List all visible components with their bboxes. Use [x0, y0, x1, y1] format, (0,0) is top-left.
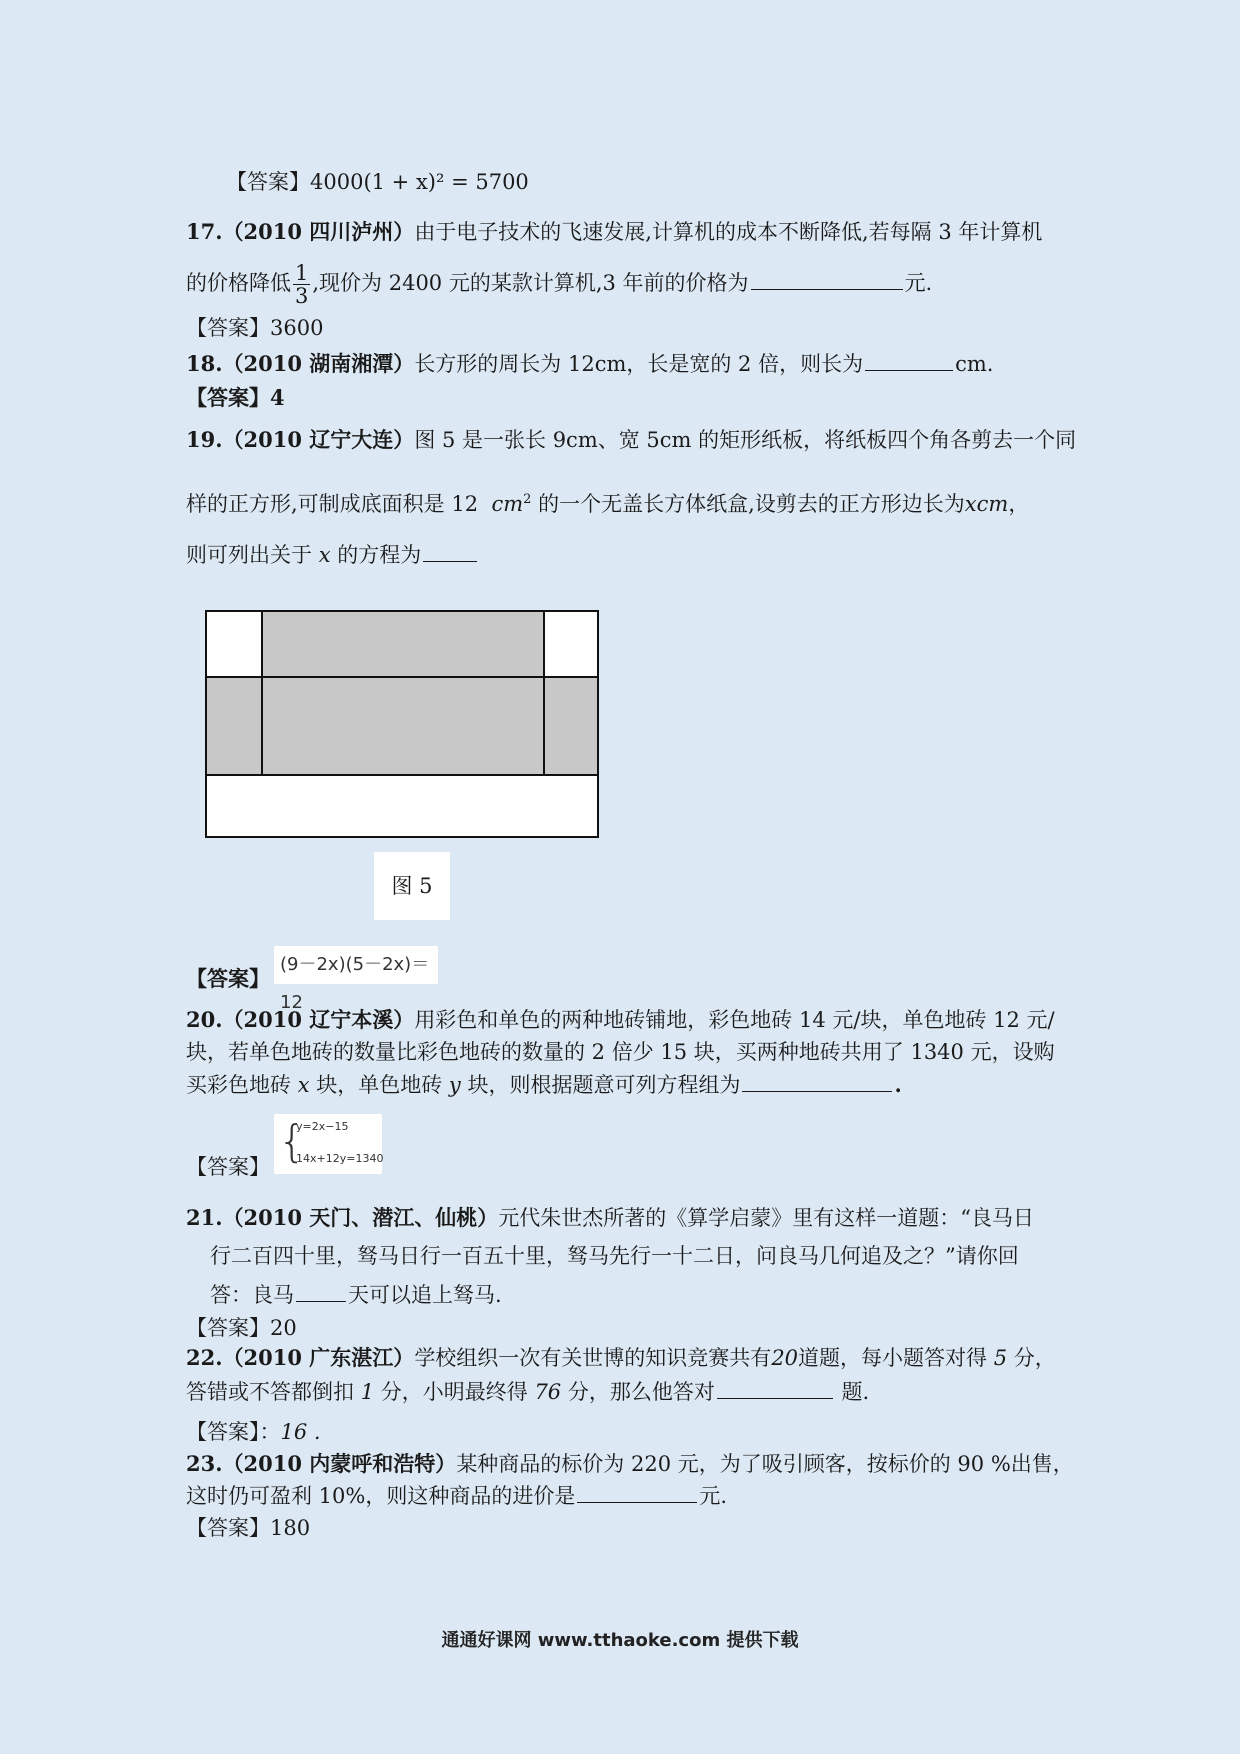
answer-value: 3600	[270, 316, 324, 340]
question-text: 的方程为	[337, 543, 422, 567]
question-text: 用彩色和单色的两种地砖铺地，彩色地砖 14 元/块，单色地砖 12 元/	[414, 1008, 1055, 1032]
question-text: cm.	[955, 352, 994, 376]
answer-label: 【答案】	[186, 1516, 270, 1540]
answer-label: 【答案】	[226, 170, 310, 194]
answer-value: 180	[270, 1516, 311, 1540]
question-20-line-3	[186, 1071, 902, 1099]
question-source: （2010 天门、潜江、仙桃）	[222, 1205, 499, 1230]
right-flap	[545, 678, 597, 774]
question-text: 元.	[904, 271, 933, 295]
question-number: 18.	[186, 351, 223, 376]
unit-cm: cm	[491, 492, 524, 516]
question-text: 的一个无盖长方体纸盒,设剪去的正方形边长为	[538, 492, 965, 516]
question-text: 元.	[699, 1484, 728, 1508]
question-text: 块，若单色地砖的数量比彩色地砖的数量的 2 倍少 15 块，买两种地砖共用了 1340 元，设购	[186, 1040, 1055, 1064]
answer-label: 【答案】	[186, 966, 270, 991]
question-22-line-1	[186, 1344, 1056, 1372]
question-text: 块，单色地砖	[316, 1073, 443, 1097]
variable-x: x	[318, 543, 331, 567]
figure-5-cardboard	[205, 610, 599, 838]
number-76: 76	[534, 1380, 562, 1404]
answer-value: 20	[270, 1316, 297, 1340]
question-source: （2010 四川泸州）	[222, 219, 415, 244]
question-text: 样的正方形,可制成底面积是 12	[186, 492, 479, 516]
figure-caption: 图 5	[374, 852, 450, 920]
question-text: 分，	[1013, 1346, 1056, 1370]
answer-19-equation-image: (9－2x)(5－2x)＝12	[274, 946, 438, 984]
unit-exponent: 2	[523, 492, 532, 507]
question-source: （2010 辽宁大连）	[222, 427, 415, 452]
question-source: （2010 广东湛江）	[222, 1345, 415, 1370]
question-20-line-1	[186, 1006, 1055, 1034]
answer-value: 4	[270, 385, 285, 410]
question-text: 图 5 是一张长 9cm、宽 5cm 的矩形纸板，将纸板四个角各剪去一个同	[414, 428, 1077, 452]
question-21-line-1	[186, 1204, 1034, 1232]
question-18	[186, 350, 993, 378]
question-number: 19.	[186, 427, 223, 452]
left-flap	[207, 678, 263, 774]
question-text: ,现价为 2400 元的某款计算机,3 年前的价格为	[312, 271, 749, 295]
question-text: 块，则根据题意可列方程组为	[467, 1073, 741, 1097]
brace-icon: {	[278, 1116, 306, 1167]
answer-16	[226, 168, 529, 196]
answer-label: 【答案】	[186, 1155, 270, 1179]
answer-22	[186, 1418, 321, 1446]
answer-blank	[423, 541, 477, 562]
answer-blank	[742, 1071, 892, 1092]
question-text: 长方形的周长为 12cm，长是宽的 2 倍，则长为	[414, 352, 864, 376]
question-text: ，	[1008, 492, 1030, 516]
question-text: 天可以追上驽马.	[348, 1283, 502, 1307]
question-19-line-1	[186, 426, 1076, 454]
question-20-line-2	[186, 1038, 1055, 1066]
question-text: 题.	[841, 1380, 870, 1404]
answer-17	[186, 314, 323, 342]
corner-square-top-left	[207, 612, 263, 678]
question-source: （2010 辽宁本溪）	[222, 1007, 415, 1032]
question-text: 答：良马	[210, 1283, 294, 1307]
variable-xcm: xcm	[964, 492, 1009, 516]
corner-square-top-right	[543, 612, 597, 678]
question-number: 17.	[186, 219, 223, 244]
variable-x: x	[297, 1073, 310, 1097]
answer-label: 【答案】	[186, 1316, 270, 1340]
number-5: 5	[993, 1346, 1008, 1370]
box-base	[263, 678, 545, 774]
answer-blank	[296, 1281, 346, 1302]
question-text: 则可列出关于	[186, 543, 312, 567]
question-19-line-3	[186, 541, 479, 569]
answer-23	[186, 1514, 310, 1542]
question-17-line-2	[186, 258, 932, 308]
question-text: 道题，每小题答对得	[798, 1346, 988, 1370]
page-footer: 通通好课网 www.tthaoke.com 提供下载	[441, 1630, 799, 1651]
answer-20-equation-image	[274, 1114, 382, 1174]
answer-20-label	[186, 1153, 270, 1181]
question-text: 学校组织一次有关世博的知识竞赛共有	[414, 1346, 772, 1370]
answer-equation-1: y=2x−15	[296, 1120, 349, 1133]
question-21-line-3	[210, 1281, 502, 1309]
question-number: 22.	[186, 1345, 223, 1370]
bottom-strip	[207, 774, 597, 836]
question-text: 由于电子技术的飞速发展,计算机的成本不断降低,若每隔 3 年计算机	[414, 220, 1043, 244]
question-text: 行二百四十里，驽马日行一百五十里，驽马先行一十二日，问良马几何追及之？”请你回	[210, 1244, 1019, 1268]
answer-21	[186, 1314, 297, 1342]
question-text: 分，那么他答对	[567, 1380, 715, 1404]
answer-label: 【答案】：	[186, 1420, 281, 1444]
variable-y: y	[448, 1073, 461, 1097]
number-20: 20	[771, 1346, 799, 1370]
answer-blank	[865, 350, 953, 371]
question-text: 买彩色地砖	[186, 1073, 291, 1097]
question-source: （2010 湖南湘潭）	[222, 351, 415, 376]
answer-blank	[577, 1482, 697, 1503]
answer-18	[186, 384, 285, 412]
question-number: 20.	[186, 1007, 223, 1032]
question-text: 答错或不答都倒扣	[186, 1380, 354, 1404]
question-22-line-2	[186, 1378, 869, 1406]
question-text: 分，小明最终得	[380, 1380, 528, 1404]
top-flap	[263, 612, 543, 678]
fraction-numerator: 1	[295, 261, 309, 285]
question-source: （2010 内蒙呼和浩特）	[222, 1451, 457, 1476]
number-1: 1	[360, 1380, 375, 1404]
question-text: .	[894, 1072, 902, 1097]
question-text: 某种商品的标价为 220 元，为了吸引顾客，按标价的 90 %出售，	[456, 1452, 1074, 1476]
answer-equation-2: 14x+12y=1340	[296, 1152, 384, 1165]
question-text: 的价格降低	[186, 271, 291, 295]
fraction-denominator: 3	[295, 284, 309, 308]
answer-19-label	[186, 965, 270, 993]
answer-blank	[717, 1378, 833, 1399]
question-text: 这时仍可盈利 10%，则这种商品的进价是	[186, 1484, 576, 1508]
question-number: 23.	[186, 1451, 223, 1476]
question-23-line-1	[186, 1450, 1074, 1478]
answer-label: 【答案】	[186, 385, 270, 410]
question-23-line-2	[186, 1482, 727, 1510]
question-text: 元代朱世杰所著的《算学启蒙》里有这样一道题：“良马日	[498, 1206, 1035, 1230]
question-17-line-1	[186, 218, 1042, 246]
question-19-line-2	[186, 486, 1029, 518]
answer-value: 16 .	[280, 1420, 321, 1444]
answer-label: 【答案】	[186, 316, 270, 340]
question-number: 21.	[186, 1205, 223, 1230]
answer-blank	[751, 269, 903, 290]
answer-value: 4000(1 + x)² = 5700	[310, 170, 529, 194]
fraction-one-third	[293, 262, 310, 307]
question-21-line-2	[210, 1242, 1019, 1270]
